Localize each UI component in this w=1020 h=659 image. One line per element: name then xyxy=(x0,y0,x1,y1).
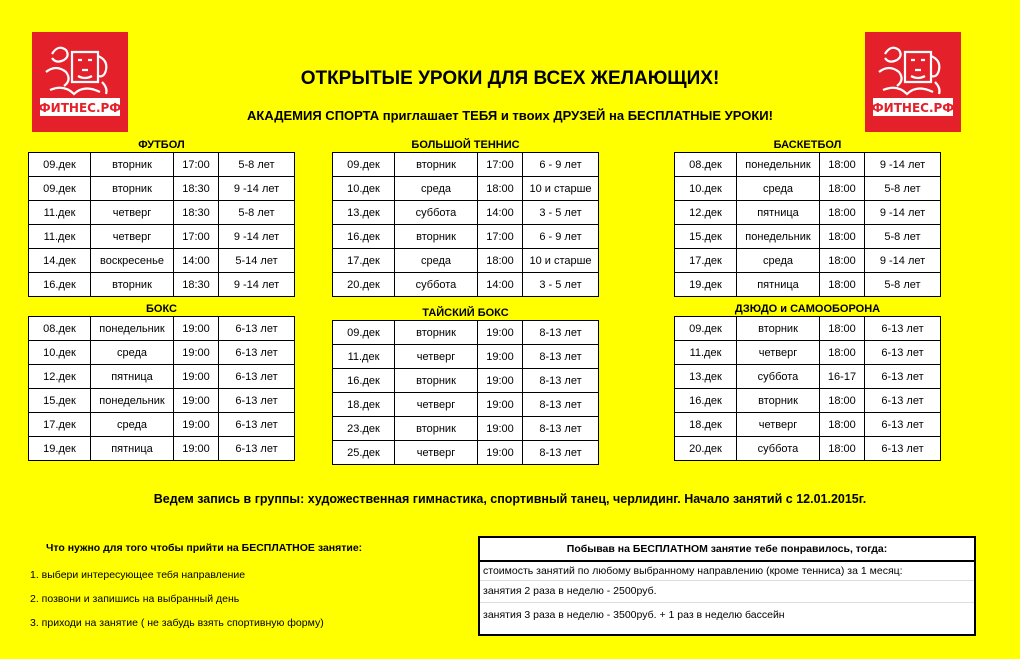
lesson-weekday: четверг xyxy=(395,393,478,417)
lesson-date: 16.дек xyxy=(333,369,395,393)
lesson-time: 18:00 xyxy=(820,413,865,437)
table-row xyxy=(29,365,295,389)
pricing-line: занятия 2 раза в неделю - 2500руб. xyxy=(480,581,974,603)
lesson-time: 19:00 xyxy=(174,341,219,365)
lesson-weekday: среда xyxy=(395,249,478,273)
lesson-date: 19.дек xyxy=(675,273,737,297)
table-row xyxy=(333,273,599,297)
table-row xyxy=(29,413,295,437)
lesson-age: 9 -14 лет xyxy=(219,177,295,201)
table-row xyxy=(675,225,941,249)
lesson-age: 6-13 лет xyxy=(865,365,941,389)
lesson-age: 6-13 лет xyxy=(219,365,295,389)
lesson-date: 09.дек xyxy=(29,153,91,177)
lesson-time: 18:30 xyxy=(174,273,219,297)
howto-section xyxy=(30,542,362,641)
lesson-date: 25.дек xyxy=(333,441,395,465)
lesson-date: 11.дек xyxy=(29,201,91,225)
lesson-age: 8-13 лет xyxy=(523,417,599,441)
table-row xyxy=(333,249,599,273)
lesson-time: 18:00 xyxy=(820,201,865,225)
table-row xyxy=(333,153,599,177)
lesson-weekday: пятница xyxy=(737,273,820,297)
table-row xyxy=(675,365,941,389)
lesson-age: 6-13 лет xyxy=(219,317,295,341)
table-row xyxy=(333,345,599,369)
lesson-weekday: воскресенье xyxy=(91,249,174,273)
lesson-weekday: суббота xyxy=(737,437,820,461)
schedule-judo xyxy=(674,302,941,461)
schedule-title: ТАЙСКИЙ БОКС xyxy=(422,307,509,319)
lesson-weekday: вторник xyxy=(737,317,820,341)
page-subtitle: АКАДЕМИЯ СПОРТА приглашает ТЕБЯ и твоих ДРУЗЕЙ на БЕСПЛАТНЫЕ УРОКИ! xyxy=(247,108,773,123)
table-row xyxy=(29,437,295,461)
table-row xyxy=(675,177,941,201)
table-row xyxy=(333,441,599,465)
lesson-age: 6-13 лет xyxy=(865,317,941,341)
lesson-date: 18.дек xyxy=(675,413,737,437)
lesson-date: 14.дек xyxy=(29,249,91,273)
lesson-date: 08.дек xyxy=(675,153,737,177)
lesson-weekday: среда xyxy=(395,177,478,201)
lesson-date: 11.дек xyxy=(29,225,91,249)
lesson-date: 18.дек xyxy=(333,393,395,417)
page-title: ОТКРЫТЫЕ УРОКИ ДЛЯ ВСЕХ ЖЕЛАЮЩИХ! xyxy=(300,68,720,89)
lesson-age: 6-13 лет xyxy=(865,341,941,365)
howto-step: 3. приходи на занятие ( не забудь взять спортивную форму) xyxy=(30,617,324,629)
lesson-date: 16.дек xyxy=(675,389,737,413)
lesson-date: 19.дек xyxy=(29,437,91,461)
lesson-weekday: четверг xyxy=(395,441,478,465)
lesson-age: 3 - 5 лет xyxy=(523,273,599,297)
table-row xyxy=(29,177,295,201)
lesson-time: 18:00 xyxy=(820,273,865,297)
lesson-age: 6-13 лет xyxy=(865,389,941,413)
table-row xyxy=(675,273,941,297)
lesson-age: 9 -14 лет xyxy=(865,201,941,225)
lesson-age: 6 - 9 лет xyxy=(523,153,599,177)
table-row xyxy=(675,249,941,273)
lesson-weekday: вторник xyxy=(395,417,478,441)
lesson-age: 5-8 лет xyxy=(865,273,941,297)
lesson-time: 18:00 xyxy=(478,249,523,273)
logo-text: ФИТНЕС.РФ xyxy=(38,101,122,115)
lesson-date: 15.дек xyxy=(675,225,737,249)
lesson-age: 8-13 лет xyxy=(523,321,599,345)
pricing-box xyxy=(478,536,976,636)
lesson-time: 18:00 xyxy=(478,177,523,201)
lesson-time: 17:00 xyxy=(174,225,219,249)
lesson-time: 17:00 xyxy=(478,153,523,177)
lesson-time: 19:00 xyxy=(174,437,219,461)
lesson-weekday: среда xyxy=(91,341,174,365)
lesson-time: 18:00 xyxy=(820,225,865,249)
lesson-time: 18:00 xyxy=(820,153,865,177)
table-row xyxy=(333,369,599,393)
table-row xyxy=(675,341,941,365)
schedule-table xyxy=(28,316,295,461)
lesson-date: 15.дек xyxy=(29,389,91,413)
lesson-date: 20.дек xyxy=(333,273,395,297)
lesson-time: 19:00 xyxy=(478,369,523,393)
lesson-age: 6 - 9 лет xyxy=(523,225,599,249)
schedule-basketball xyxy=(674,138,941,297)
howto-step: 1. выбери интересующее тебя направление xyxy=(30,569,246,581)
lesson-date: 09.дек xyxy=(675,317,737,341)
lesson-date: 17.дек xyxy=(333,249,395,273)
lesson-time: 18:00 xyxy=(820,437,865,461)
schedule-table xyxy=(674,152,941,297)
lesson-time: 17:00 xyxy=(174,153,219,177)
lesson-date: 11.дек xyxy=(333,345,395,369)
lesson-weekday: вторник xyxy=(91,273,174,297)
lesson-time: 19:00 xyxy=(478,441,523,465)
lesson-date: 13.дек xyxy=(675,365,737,389)
lesson-age: 6-13 лет xyxy=(219,437,295,461)
table-row xyxy=(29,225,295,249)
lesson-date: 11.дек xyxy=(675,341,737,365)
schedule-title: БАСКЕТБОЛ xyxy=(773,139,842,151)
table-row xyxy=(29,341,295,365)
lesson-weekday: среда xyxy=(737,177,820,201)
lesson-age: 9 -14 лет xyxy=(865,249,941,273)
lesson-weekday: четверг xyxy=(91,201,174,225)
schedule-tennis xyxy=(332,138,599,297)
lesson-age: 6-13 лет xyxy=(219,389,295,413)
lesson-weekday: пятница xyxy=(91,437,174,461)
schedule-football xyxy=(28,138,295,297)
schedule-title: БОЛЬШОЙ ТЕННИС xyxy=(411,139,520,151)
lesson-weekday: суббота xyxy=(737,365,820,389)
lesson-weekday: вторник xyxy=(91,177,174,201)
lesson-time: 18:30 xyxy=(174,177,219,201)
lesson-date: 09.дек xyxy=(29,177,91,201)
lesson-age: 5-8 лет xyxy=(865,177,941,201)
lesson-date: 09.дек xyxy=(333,321,395,345)
lesson-weekday: четверг xyxy=(737,413,820,437)
lesson-time: 18:30 xyxy=(174,201,219,225)
lesson-weekday: вторник xyxy=(737,389,820,413)
table-row xyxy=(675,153,941,177)
table-row xyxy=(29,389,295,413)
table-row xyxy=(333,417,599,441)
lesson-time: 19:00 xyxy=(174,365,219,389)
lesson-weekday: четверг xyxy=(395,345,478,369)
lesson-weekday: вторник xyxy=(395,369,478,393)
lesson-date: 10.дек xyxy=(29,341,91,365)
lesson-weekday: среда xyxy=(737,249,820,273)
lesson-date: 12.дек xyxy=(675,201,737,225)
table-row xyxy=(333,201,599,225)
schedule-title: БОКС xyxy=(146,303,177,315)
schedule-thai-boxing xyxy=(332,306,599,465)
lesson-age: 6-13 лет xyxy=(865,413,941,437)
lesson-weekday: суббота xyxy=(395,273,478,297)
table-row xyxy=(675,201,941,225)
lesson-age: 8-13 лет xyxy=(523,345,599,369)
pricing-line: стоимость занятий по любому выбранному направлению (кроме тенниса) за 1 месяц: xyxy=(480,562,974,581)
lesson-time: 19:00 xyxy=(478,417,523,441)
pricing-line: занятия 3 раза в неделю - 3500руб. + 1 раз в неделю бассейн xyxy=(483,609,785,621)
lesson-weekday: суббота xyxy=(395,201,478,225)
lesson-time: 19:00 xyxy=(478,321,523,345)
schedule-table xyxy=(28,152,295,297)
lesson-time: 19:00 xyxy=(478,345,523,369)
lesson-time: 19:00 xyxy=(174,317,219,341)
table-row xyxy=(333,225,599,249)
lesson-weekday: четверг xyxy=(91,225,174,249)
lesson-date: 16.дек xyxy=(333,225,395,249)
lesson-age: 10 и старше xyxy=(523,177,599,201)
lesson-weekday: вторник xyxy=(395,225,478,249)
table-row xyxy=(333,393,599,417)
table-row xyxy=(29,201,295,225)
lesson-age: 5-14 лет xyxy=(219,249,295,273)
lesson-time: 18:00 xyxy=(820,317,865,341)
table-row xyxy=(333,321,599,345)
howto-step: 2. позвони и запишись на выбранный день xyxy=(30,593,240,605)
lesson-time: 16-17 xyxy=(820,365,865,389)
schedule-title: ДЗЮДО и САМООБОРОНА xyxy=(734,303,881,315)
lesson-age: 6-13 лет xyxy=(865,437,941,461)
lesson-age: 6-13 лет xyxy=(219,413,295,437)
lesson-date: 17.дек xyxy=(29,413,91,437)
schedule-title: ФУТБОЛ xyxy=(138,139,185,151)
table-row xyxy=(29,249,295,273)
schedule-table xyxy=(332,320,599,465)
lesson-age: 9 -14 лет xyxy=(219,225,295,249)
schedule-table xyxy=(674,316,941,461)
lesson-time: 18:00 xyxy=(820,341,865,365)
lesson-weekday: понедельник xyxy=(737,153,820,177)
lesson-time: 14:00 xyxy=(478,273,523,297)
lesson-age: 9 -14 лет xyxy=(865,153,941,177)
lesson-age: 8-13 лет xyxy=(523,441,599,465)
lesson-time: 19:00 xyxy=(174,389,219,413)
lesson-date: 08.дек xyxy=(29,317,91,341)
lesson-age: 6-13 лет xyxy=(219,341,295,365)
schedule-table xyxy=(332,152,599,297)
lesson-date: 10.дек xyxy=(675,177,737,201)
lesson-time: 18:00 xyxy=(820,389,865,413)
lesson-weekday: понедельник xyxy=(91,389,174,413)
lesson-date: 23.дек xyxy=(333,417,395,441)
howto-heading: Что нужно для того чтобы прийти на БЕСПЛАТНОЕ занятие: xyxy=(46,542,363,554)
lesson-age: 8-13 лет xyxy=(523,393,599,417)
lesson-age: 9 -14 лет xyxy=(219,273,295,297)
table-row xyxy=(29,317,295,341)
lesson-age: 10 и старше xyxy=(523,249,599,273)
lesson-weekday: вторник xyxy=(395,153,478,177)
table-row xyxy=(675,317,941,341)
lesson-age: 8-13 лет xyxy=(523,369,599,393)
lesson-weekday: четверг xyxy=(737,341,820,365)
lesson-weekday: пятница xyxy=(91,365,174,389)
lesson-date: 09.дек xyxy=(333,153,395,177)
lesson-weekday: понедельник xyxy=(737,225,820,249)
lesson-age: 5-8 лет xyxy=(219,153,295,177)
table-row xyxy=(675,437,941,461)
table-row xyxy=(29,153,295,177)
lesson-date: 16.дек xyxy=(29,273,91,297)
lesson-date: 10.дек xyxy=(333,177,395,201)
lesson-date: 20.дек xyxy=(675,437,737,461)
table-row xyxy=(333,177,599,201)
lesson-time: 18:00 xyxy=(820,249,865,273)
lesson-time: 19:00 xyxy=(478,393,523,417)
lesson-weekday: вторник xyxy=(395,321,478,345)
lesson-age: 5-8 лет xyxy=(865,225,941,249)
lesson-weekday: понедельник xyxy=(91,317,174,341)
table-row xyxy=(29,273,295,297)
lesson-weekday: вторник xyxy=(91,153,174,177)
lesson-time: 19:00 xyxy=(174,413,219,437)
logo-text: ФИТНЕС.РФ xyxy=(871,101,955,115)
table-row xyxy=(675,413,941,437)
lesson-age: 5-8 лет xyxy=(219,201,295,225)
lesson-date: 13.дек xyxy=(333,201,395,225)
lesson-weekday: среда xyxy=(91,413,174,437)
enrollment-note: Ведем запись в группы: художественная гимнастика, спортивный танец, черлидинг. Начало занятий с 12.01.2015г. xyxy=(153,492,867,506)
lesson-time: 14:00 xyxy=(174,249,219,273)
lesson-time: 14:00 xyxy=(478,201,523,225)
lesson-time: 18:00 xyxy=(820,177,865,201)
lesson-date: 12.дек xyxy=(29,365,91,389)
lesson-weekday: пятница xyxy=(737,201,820,225)
lesson-date: 17.дек xyxy=(675,249,737,273)
lesson-time: 17:00 xyxy=(478,225,523,249)
schedule-boxing xyxy=(28,302,295,461)
table-row xyxy=(675,389,941,413)
pricing-heading: Побывав на БЕСПЛАТНОМ занятие тебе понравилось, тогда: xyxy=(480,538,974,562)
lesson-age: 3 - 5 лет xyxy=(523,201,599,225)
